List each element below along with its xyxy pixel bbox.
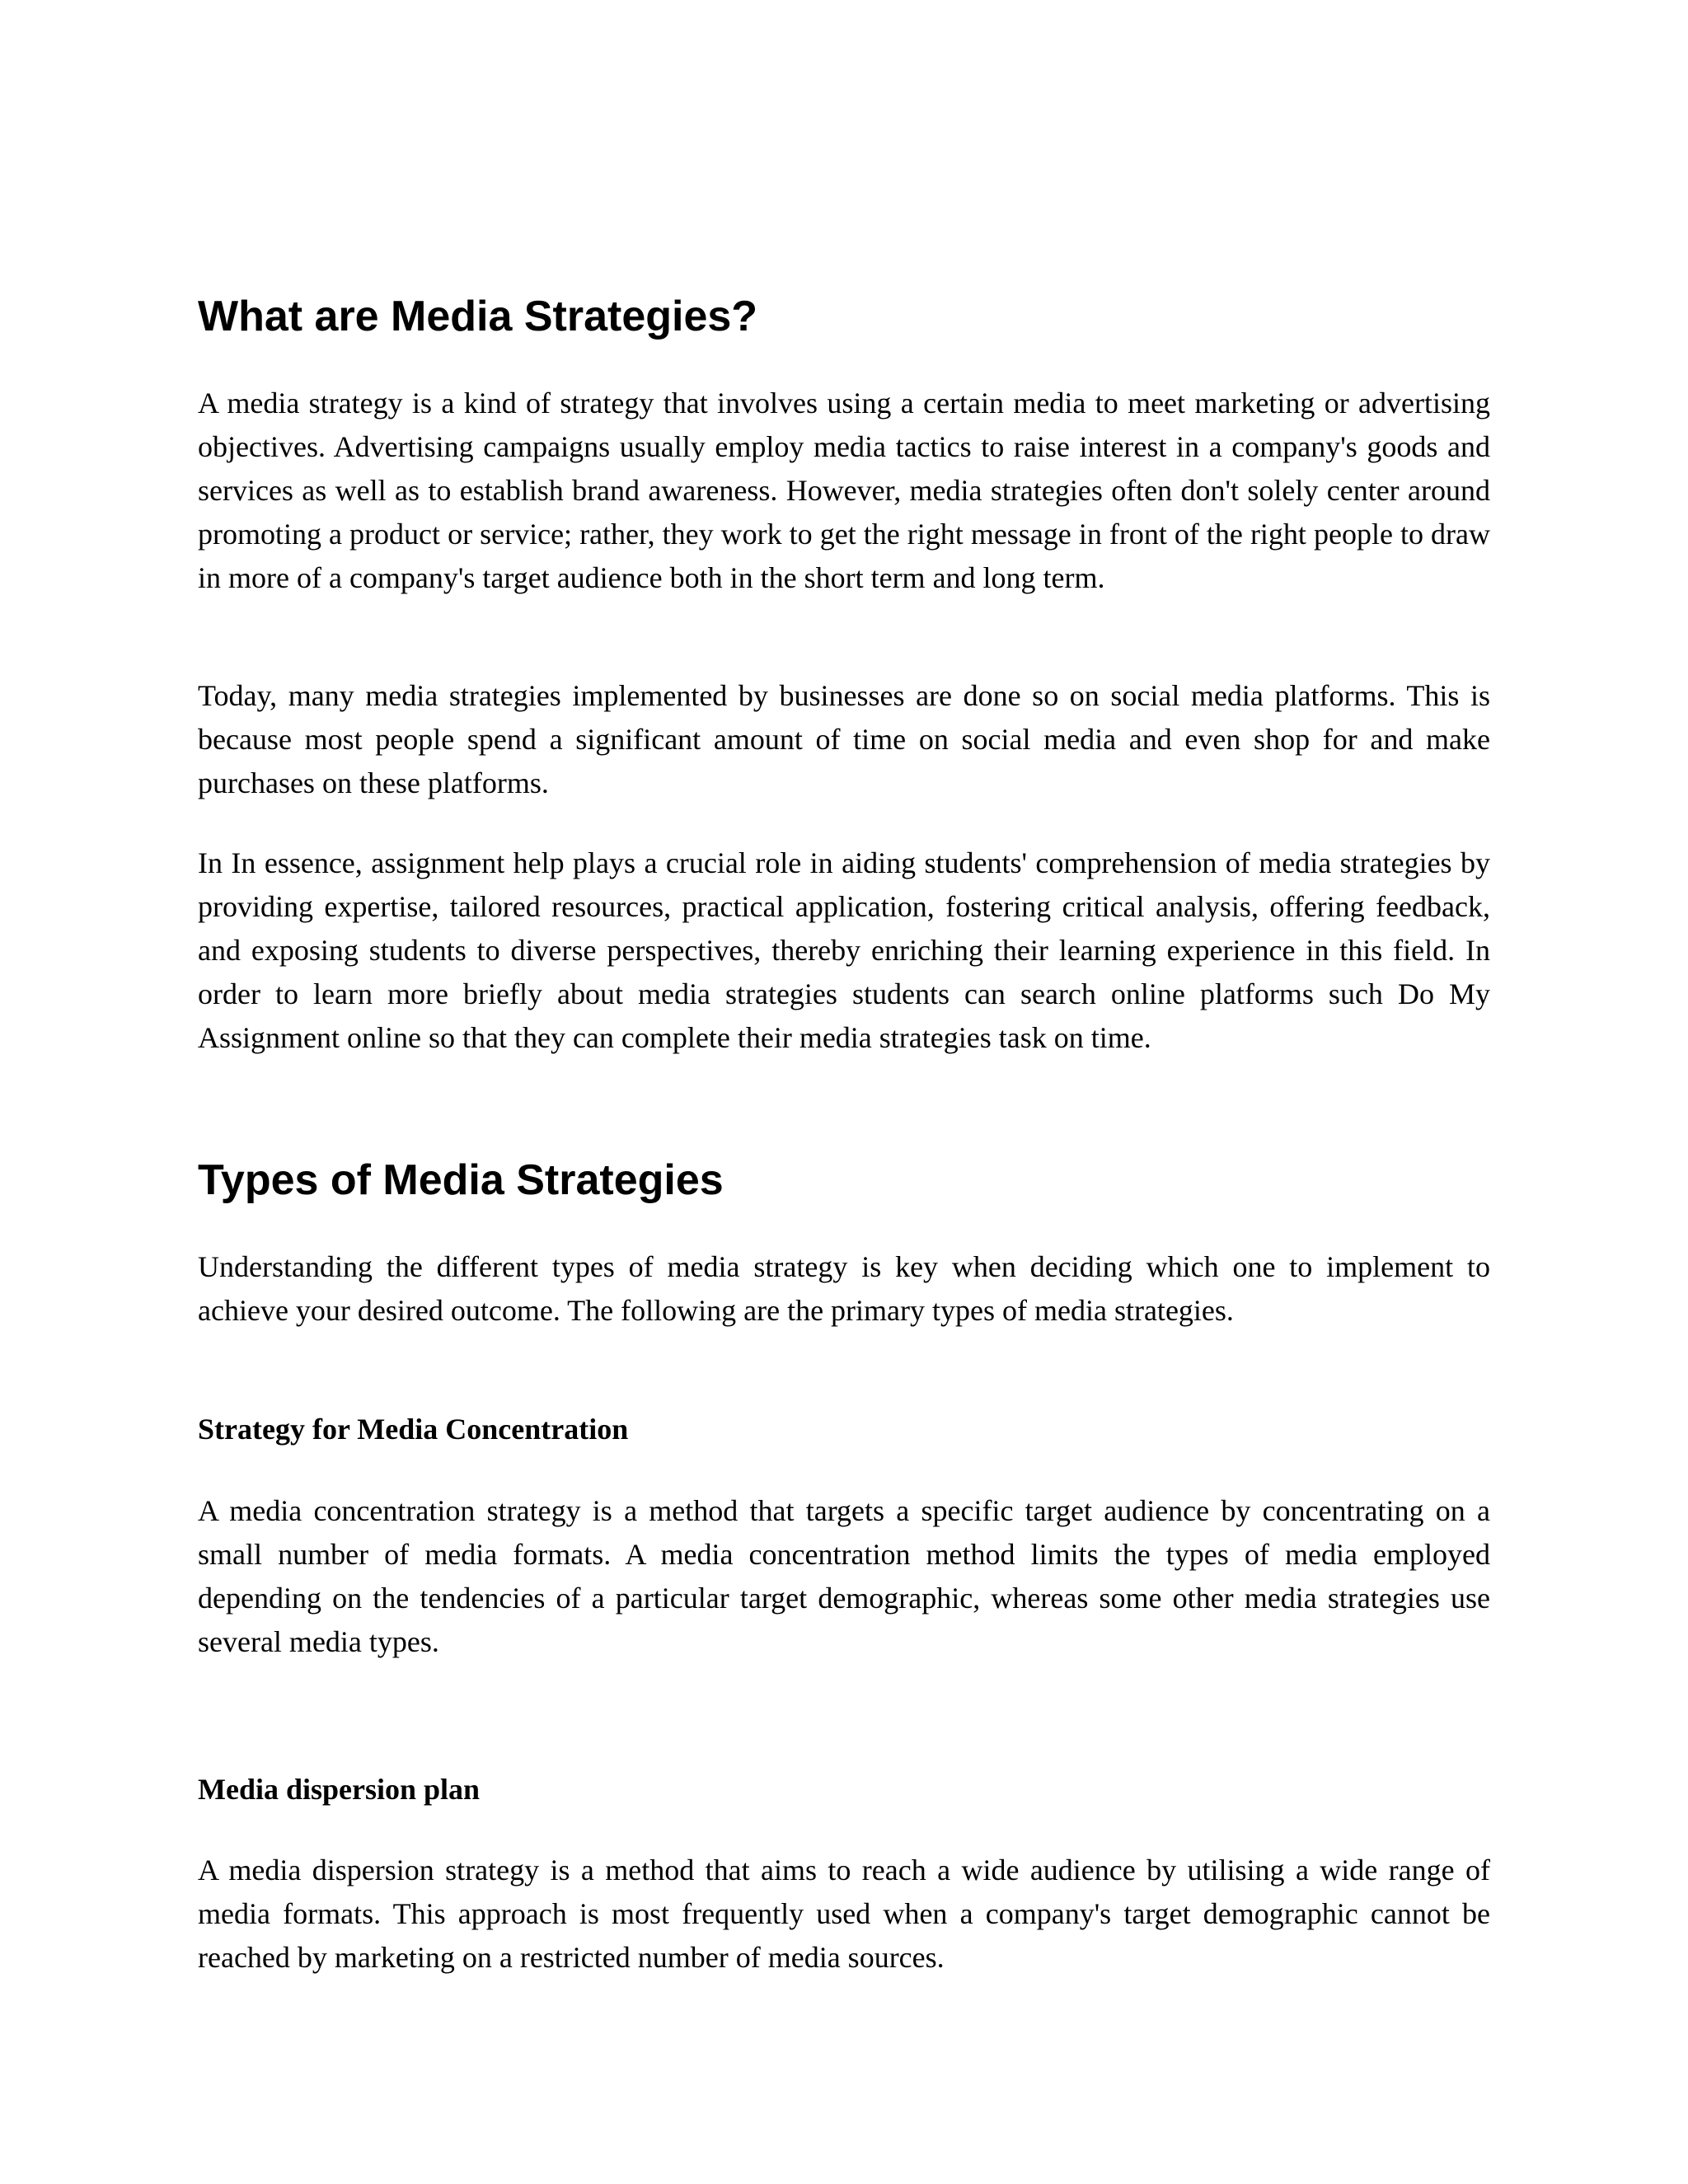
heading-types-of-media-strategies: Types of Media Strategies [198,1156,724,1204]
heading-what-are-media-strategies: What are Media Strategies? [198,293,758,340]
paragraph-media-dispersion: A media dispersion strategy is a method that aims to reach a wide audience by utilising a wide range of media formats. This approach is most frequently used when a company's target demographic cannot be reached by marketing on a restricted number of media sources. [198,1854,1490,1974]
subheading-media-concentration: Strategy for Media Concentration [198,1413,629,1446]
paragraph-types-intro: Understanding the different types of media strategy is key when deciding which one to implement to achieve your desired outcome. The following are the primary types of media strategies. [198,1250,1490,1327]
subheading-media-dispersion: Media dispersion plan [198,1773,481,1806]
paragraph-media-concentration: A media concentration strategy is a method that targets a specific target audience by concentrating on a small number of media formats. A media concentration method limits the types of media employed depending on the tendencies of a particular target demographic, whereas some other media strategies use several media types. [198,1494,1490,1658]
paragraph-definition: A media strategy is a kind of strategy that involves using a certain media to meet marketing or advertising objectives. Advertising campaigns usually employ media tactics to raise interest in a company's goods and services as well as to establish brand awareness. However, media strategies often don't solely center around promoting a product or service; rather, they work to get the right message in front of the right people to draw in more of a company's target audience both in the short term and long term. [198,387,1490,594]
paragraph-assignment-help: In In essence, assignment help plays a crucial role in aiding students' comprehension of media strategies by providing expertise, tailored resources, practical application, fostering critical analysis, offering feedback, and exposing students to diverse perspectives, thereby enriching their learning experience in this field. In order to learn more briefly about media strategies students can search online platforms such Do My Assignment online so that they can complete their media strategies task on time. [198,846,1490,1054]
paragraph-social-media: Today, many media strategies implemented by businesses are done so on social media platforms. This is because most people spend a significant amount of time on social media and even shop for and make purchases on these platforms. [198,679,1490,799]
